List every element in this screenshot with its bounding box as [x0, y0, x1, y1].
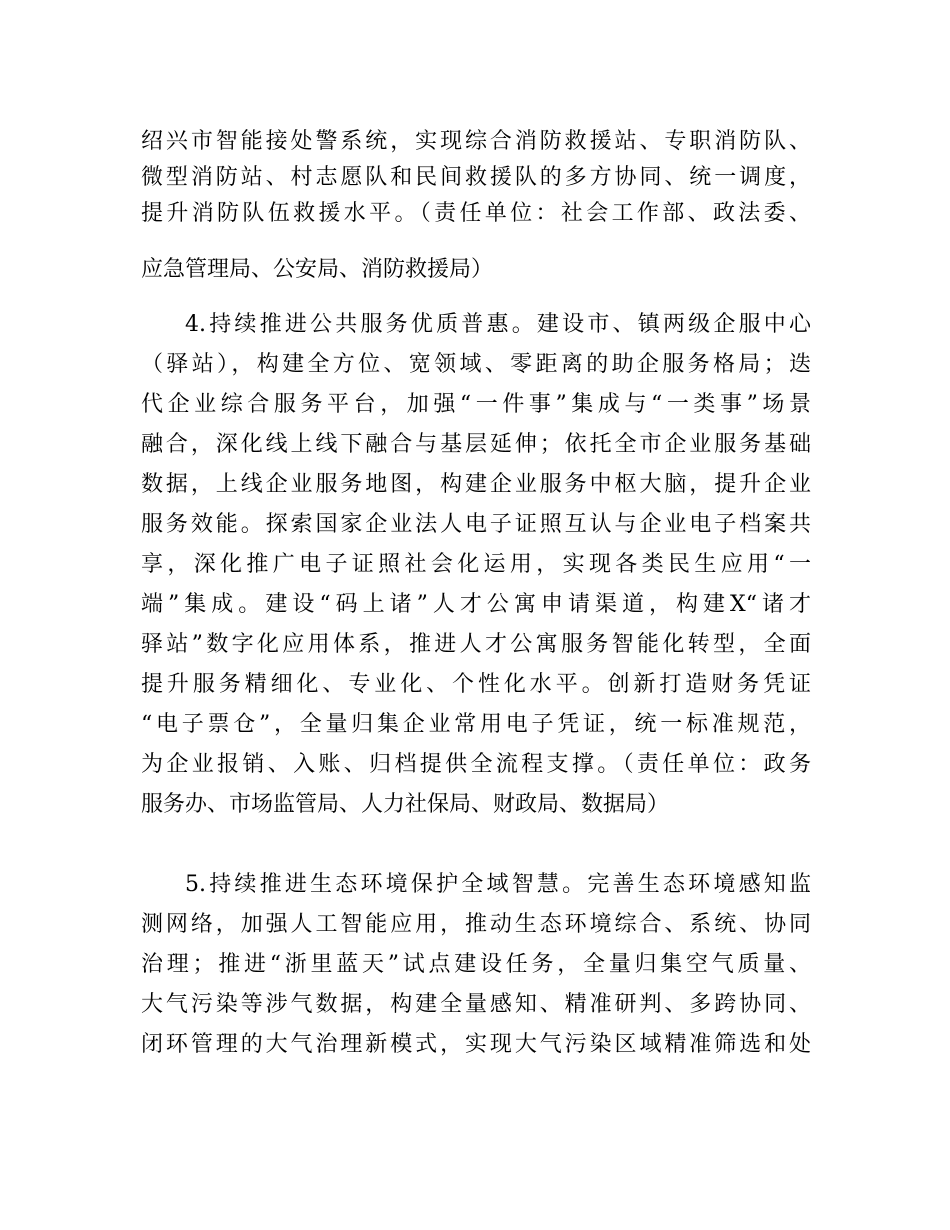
text-line: 测网络，加强人工智能应用，推动生态环境综合、系统、协同 — [141, 912, 811, 937]
text-line: 融合，深化线上线下融合与基层延伸；依托全市企业服务基础 — [141, 432, 811, 457]
text-line: 提升消防队伍救援水平。（责任单位：社会工作部、政法委、 — [141, 201, 811, 226]
text-line: 为企业报销、入账、归档提供全流程支撑。（责任单位：政务 — [141, 752, 811, 777]
text-line: （驿站），构建全方位、宽领域、零距离的助企服务格局；迭 — [141, 352, 811, 377]
text-line: 享，深化推广电子证照社会化运用，实现各类民生应用“一 — [141, 552, 811, 577]
text-line: 服务办、市场监管局、人力社保局、财政局、数据局） — [141, 792, 670, 817]
text-line: 治理；推进“浙里蓝天”试点建设任务，全量归集空气质量、 — [141, 952, 811, 977]
paragraph-heading-line: 4.持续推进公共服务优质普惠。建设市、镇两级企服中心 — [185, 312, 811, 337]
text-line: 大气污染等涉气数据，构建全量感知、精准研判、多跨协同、 — [141, 992, 811, 1017]
text-line: 代企业综合服务平台，加强“一件事”集成与“一类事”场景 — [141, 392, 811, 417]
text-line: 驿站”数字化应用体系，推进人才公寓服务智能化转型，全面 — [141, 632, 811, 657]
text-line: 提升服务精细化、专业化、个性化水平。创新打造财务凭证 — [141, 672, 811, 697]
text-line: “电子票仓”，全量归集企业常用电子凭证，统一标准规范， — [141, 712, 811, 737]
text-line: 绍兴市智能接处警系统，实现综合消防救援站、专职消防队、 — [141, 129, 811, 154]
text-line: 数据，上线企业服务地图，构建企业服务中枢大脑，提升企业 — [141, 472, 811, 497]
text-line: 服务效能。探索国家企业法人电子证照互认与企业电子档案共 — [141, 512, 811, 537]
text-line: 端”集成。建设“码上诸”人才公寓申请渠道，构建X“诸才 — [141, 592, 811, 617]
text-line: 微型消防站、村志愿队和民间救援队的多方协同、统一调度， — [141, 165, 811, 190]
text-line: 应急管理局、公安局、消防救援局） — [141, 257, 494, 282]
text-line: 闭环管理的大气治理新模式，实现大气污染区域精准筛选和处 — [141, 1032, 811, 1057]
paragraph-heading-line: 5.持续推进生态环境保护全域智慧。完善生态环境感知监 — [185, 872, 811, 897]
